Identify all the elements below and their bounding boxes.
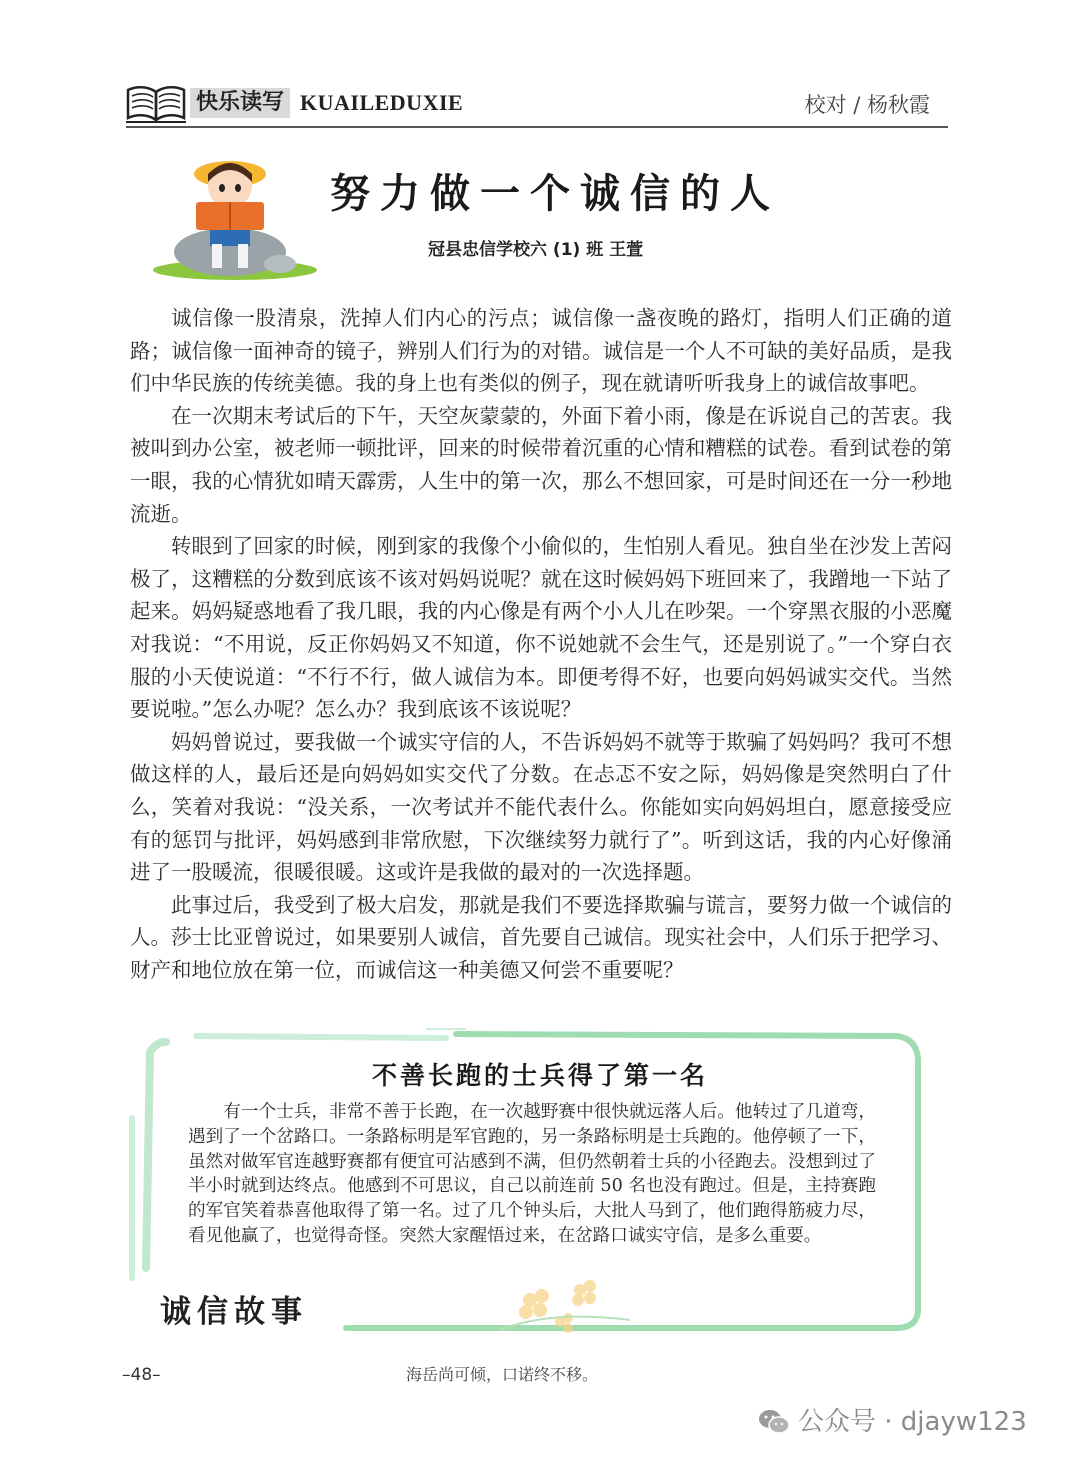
proofreader-credit: 校对 / 杨秋霞 <box>804 93 930 117</box>
header-brand-chinese: 快乐读写 <box>190 88 290 118</box>
paragraph-1: 诚信像一股清泉，洗掉人们内心的污点；诚信像一盏夜晚的路灯，指明人们正确的道路；诚信像一面神奇的镜子，辨别人们行为的对错。诚信是一个人不可缺的美好品质，是我们中华民族的传统美德。我的身上也有类似的例子，现在就请听听我身上的诚信故事吧。 <box>130 306 952 396</box>
paragraph-4: 妈妈曾说过，要我做一个诚实守信的人，不告诉妈妈不就等于欺骗了妈妈吗？我可不想做这样的人，最后还是向妈妈如实交代了分数。在忐忑不安之际，妈妈像是突然明白了什么，笑着对我说：“没关系，一次考试并不能代表什么。你能如实向妈妈坦白，愿意接受应有的惩罚与批评，妈妈感到非常欣慰，下次继续努力就行了”。听到这话，我的内心好像涌进了一股暖流，很暖很暖。这或许是我做的最对的一次选择题。 <box>130 729 952 885</box>
wechat-watermark <box>758 1404 1027 1440</box>
story-text: 有一个士兵，非常不善于长跑，在一次越野赛中很快就远落人后。他转过了几道弯，遇到了一个岔路口。一条路标明是军官跑的，另一条路标明是士兵跑的。他停顿了一下，虽然对做军官连越野赛都有便宜可沾感到不满，但仍然朝着士兵的小径跑去。没想到过了半小时就到达终点。他感到不可思议，自己以前连前 50 名也没有跑过。但是，主持赛跑的军官笑着恭喜他取得了第一名。过了几个钟头后，大批人马到了，他们跑得筋疲力尽，看见他赢了，也觉得奇怪。突然大家醒悟过来，在岔路口诚实守信，是多么重要。 <box>188 1102 876 1246</box>
watermark-text: 公众号 · djayw123 <box>798 1407 1027 1437</box>
author-line: 冠县忠信学校六 (1) 班 王萱 <box>428 240 644 260</box>
paragraph-2: 在一次期末考试后的下午，天空灰蒙蒙的，外面下着小雨，像是在诉说自己的苦衷。我被叫到办公室，被老师一顿批评，回来的时候带着沉重的心情和糟糕的试卷。看到试卷的第一眼，我的心情犹如晴天霹雳，人生中的第一次，那么不想回家，可是时间还在一分一秒地流逝。 <box>130 403 952 526</box>
open-book-icon <box>126 84 186 124</box>
page-number: –48– <box>122 1365 161 1385</box>
girl-reading-illustration <box>150 152 320 282</box>
story-label: 诚信故事 <box>160 1294 308 1330</box>
flower-decoration-icon <box>490 1270 640 1340</box>
article-body <box>130 302 952 986</box>
wechat-icon <box>758 1408 790 1436</box>
story-title: 不善长跑的士兵得了第一名 <box>371 1061 708 1090</box>
header-brand-english: KUAILEDUXIE <box>300 90 464 115</box>
paragraph-5: 此事过后，我受到了极大启发，那就是我们不要选择欺骗与谎言，要努力做一个诚信的人。莎士比亚曾说过，如果要别人诚信，首先要自己诚信。现实社会中，人们乐于把学习、财产和地位放在第一位，而诚信这一种美德又何尝不重要呢？ <box>130 892 952 982</box>
header-divider <box>126 126 948 128</box>
footer-motto: 海岳尚可倾，口诺终不移。 <box>406 1365 599 1384</box>
article-title: 努力做一个诚信的人 <box>330 171 780 217</box>
paragraph-3: 转眼到了回家的时候，刚到家的我像个小偷似的，生怕别人看见。独自坐在沙发上苦闷极了，这糟糕的分数到底该不该对妈妈说呢？就在这时候妈妈下班回来了，我蹭地一下站了起来。妈妈疑惑地看了我几眼，我的内心像是有两个小人儿在吵架。一个穿黑衣服的小恶魔对我说：“不用说，反正你妈妈又不知道，你不说她就不会生气，还是别说了。”一个穿白衣服的小天使说道：“不行不行，做人诚信为本。即便考得不好，也要向妈妈诚实交代。当然要说啦。”怎么办呢？怎么办？我到底该不该说呢？ <box>130 534 952 722</box>
